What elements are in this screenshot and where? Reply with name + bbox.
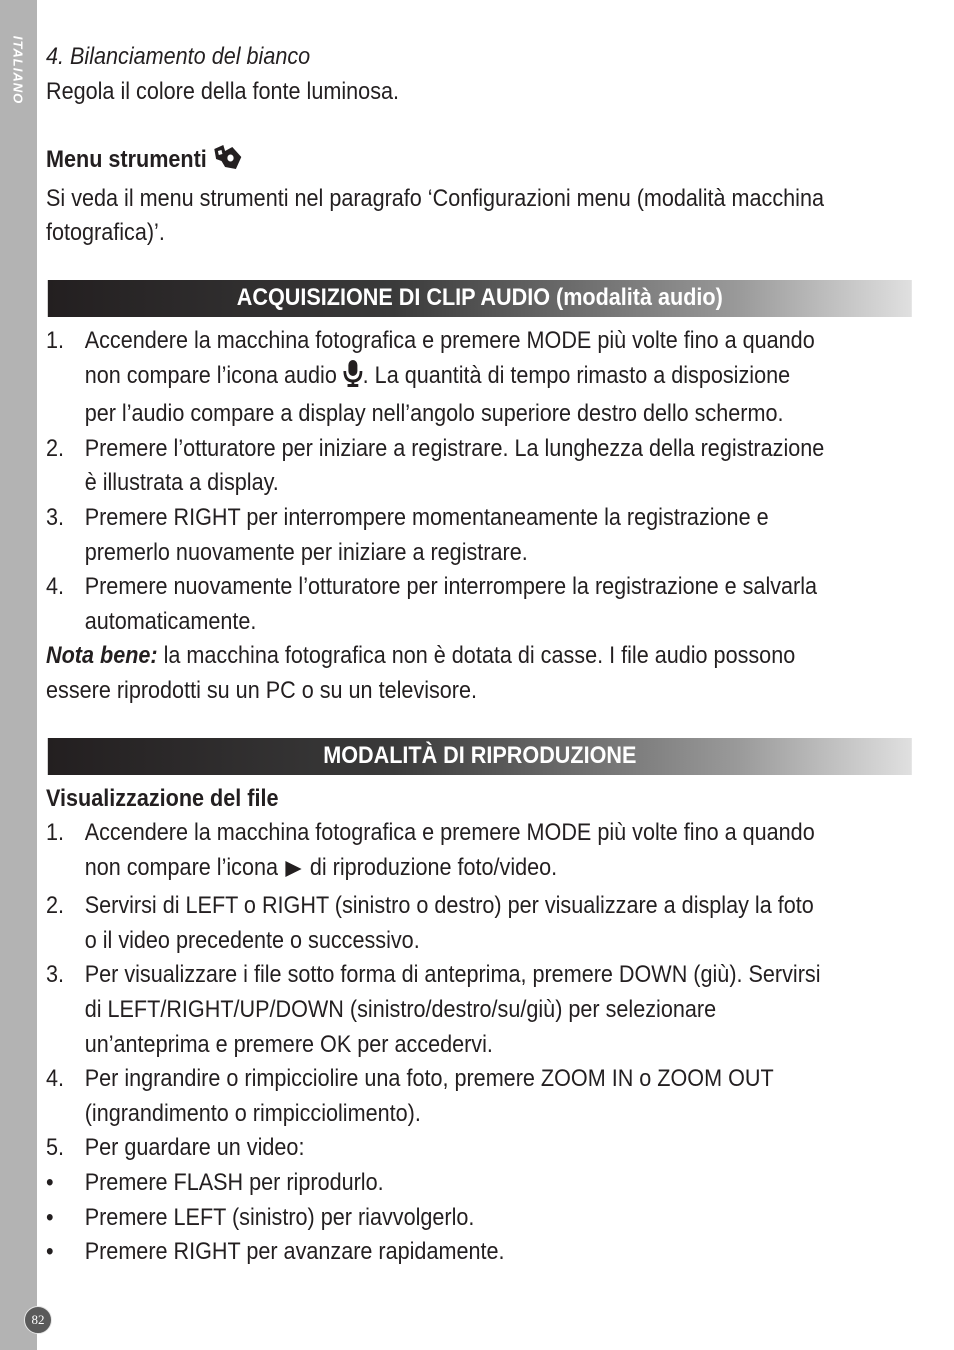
tools-menu-heading xyxy=(46,143,825,182)
list-item: 1. Accendere la macchina fotografica e premere MODE più volte fino a quando non compare l’icona di riproduzione foto/video. xyxy=(46,816,825,889)
list-item: 2. Premere l’otturatore per iniziare a registrare. La lunghezza della registrazione è illustrata a display. xyxy=(46,434,825,497)
list-item: • Premere RIGHT per avanzare rapidamente. xyxy=(46,1238,505,1266)
audio-step-1-text-cont: . La quantità di tempo rimasto a disposizione per l’audio compare a display nell’angolo superiore destro dello schermo. xyxy=(84,361,791,428)
language-label: ITALIANO xyxy=(10,35,26,105)
list-item: • Premere FLASH per riprodurlo. xyxy=(46,1169,384,1197)
audio-section-banner xyxy=(48,280,912,317)
play-icon xyxy=(284,855,304,890)
white-balance-text: Regola il colore della fonte luminosa. xyxy=(46,77,400,105)
list-item: 2. Servirsi di LEFT o RIGHT (sinistro o destro) per visualizzare a display la foto o il video precedente o successivo. xyxy=(46,892,814,954)
page-number: 82 xyxy=(24,1306,52,1334)
audio-step-1-text: Accendere la macchina fotografica e premere MODE più volte fino a quando non compare l’icona audio xyxy=(84,326,815,389)
list-item: 1. Accendere la macchina fotografica e premere MODE più volte fino a quando non compare l’icona audio . La quantità di tempo rimasto a disposizione per l’audio compare a display nell’angolo superiore destro dello schermo. xyxy=(46,326,815,428)
list-item: • Premere LEFT (sinistro) per riavvolgerlo. xyxy=(46,1203,475,1231)
microphone-icon xyxy=(343,359,363,398)
list-item: 5. Per guardare un video: xyxy=(46,1134,305,1162)
tools-icon xyxy=(212,143,243,182)
file-view-subheading: Visualizzazione del file xyxy=(46,784,279,812)
language-sidebar xyxy=(0,0,37,1350)
page-content xyxy=(46,40,825,1270)
note-text: la macchina fotografica non è dotata di casse. I file audio possono essere riprodotti su un PC o su un televisore. xyxy=(46,642,796,704)
note-label: Nota bene: xyxy=(46,642,158,670)
audio-steps-list xyxy=(46,324,825,639)
playback-section-banner xyxy=(48,738,912,775)
list-item: 3. Premere RIGHT per interrompere momentaneamente la registrazione e premerlo nuovamente per iniziare a registrare. xyxy=(46,503,769,566)
list-item: 4. Per ingrandire o rimpicciolire una foto, premere ZOOM IN o ZOOM OUT (ingrandimento o rimpicciolimento). xyxy=(46,1065,774,1127)
audio-section-title: ACQUISIZIONE DI CLIP AUDIO xyxy=(236,284,551,312)
video-controls-list xyxy=(46,1166,825,1270)
playback-section-title: MODALITÀ DI RIPRODUZIONE xyxy=(323,741,637,769)
white-balance-title: 4. Bilanciamento del bianco xyxy=(46,43,311,70)
audio-section-subtitle: (modalità audio) xyxy=(556,284,723,312)
tools-menu-text: Si veda il menu strumenti nel paragrafo ‘Configurazioni menu (modalità macchina fotografica)’. xyxy=(46,184,824,247)
audio-note xyxy=(46,639,825,708)
list-item: 3. Per visualizzare i file sotto forma di anteprima, premere DOWN (giù). Servirsi di LEFT/RIGHT/UP/DOWN (sinistro/destro/su/giù) per selezionare un’anteprima e premere OK per accedervi. xyxy=(46,961,821,1058)
playback-steps-list xyxy=(46,816,825,1166)
list-item: 4. Premere nuovamente l’otturatore per interrompere la registrazione e salvarla automaticamente. xyxy=(46,573,818,635)
tools-menu-title: Menu strumenti xyxy=(46,146,207,174)
